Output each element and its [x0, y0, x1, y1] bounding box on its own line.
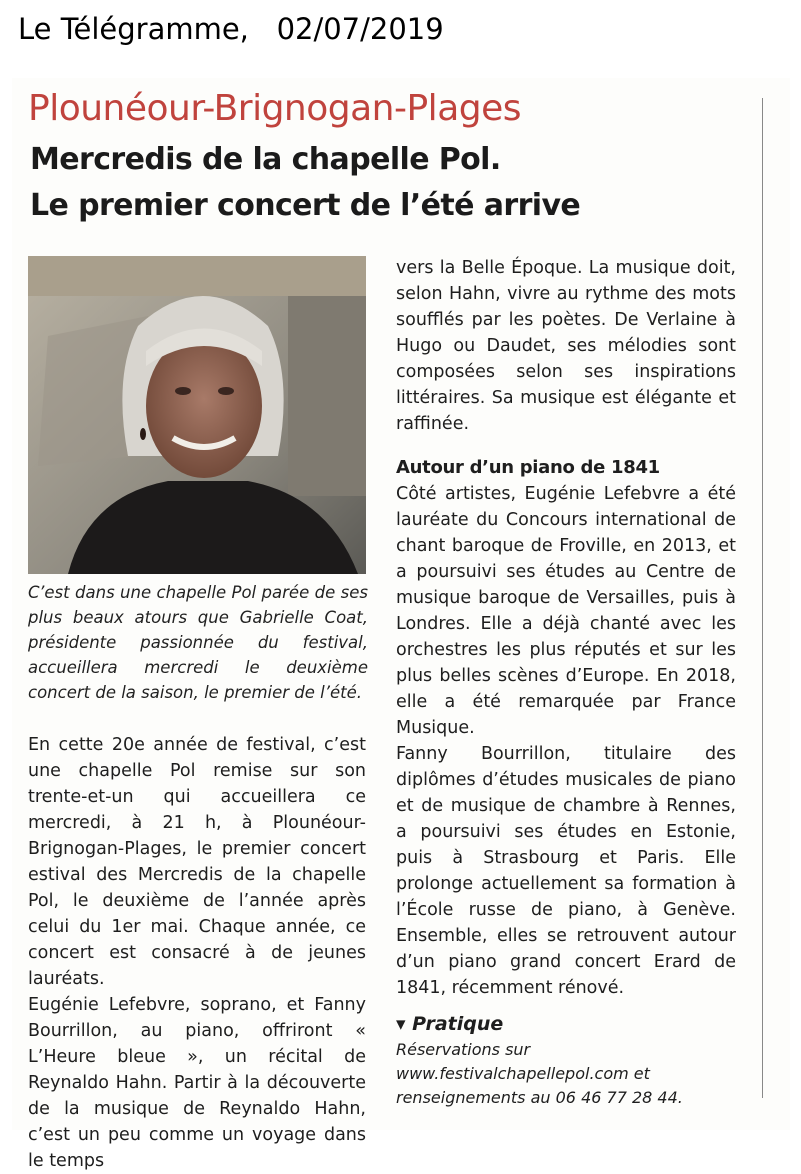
paragraph: En cette 20e année de festival, c’est une chapelle Pol remise sur son trente-et-un qui accueillera ce mercredi, à 21 h, à Plounéour-Brignogan-Plages, le premier concert estival des Mercredis de la chapelle Pol, le deuxième de l’année après celui du 1er mai. Chaque année, ce concert est consacré à de jeunes lauréats. — [28, 735, 366, 989]
body-right-column — [396, 255, 736, 1001]
paragraph: Côté artistes, Eugénie Lefebvre a été lauréate du Concours international de chant baroque de Froville, en 2013, et a poursuivi ses études au Centre de musique baroque de Versailles, puis à Londres. Elle a déjà chanté avec les orchestres les plus réputés et sur les plus belles scènes d’Europe. En 2018, elle a été remarquée par France Musique. — [396, 484, 736, 738]
headline-line-2: Le premier concert de l’été arrive — [30, 188, 581, 223]
practical-phone: renseignements au 06 46 77 28 44. — [396, 1088, 683, 1107]
practical-line: Réservations sur — [396, 1040, 531, 1059]
headline-line-1: Mercredis de la chapelle Pol. — [30, 142, 501, 177]
body-left-column — [28, 732, 366, 1174]
photo-caption: C’est dans une chapelle Pol parée de ses plus beaux atours que Gabrielle Coat, présidente passionnée du festival, accueillera mercredi le deuxième concert de la saison, le premier de l’été. — [28, 583, 368, 702]
subheading: Autour d’un piano de 1841 — [396, 457, 660, 478]
paragraph: Eugénie Lefebvre, soprano, et Fanny Bourrillon, au piano, offriront « L’Heure bleue », un récital de Reynaldo Hahn. Partir à la découverte de la musique de Reynaldo Hahn, c’est un peu comme un voyage dans le temps — [28, 995, 366, 1171]
source-line — [18, 12, 444, 46]
publication-date: 02/07/2019 — [276, 12, 444, 46]
paragraph: Fanny Bourrillon, titulaire des diplômes d’études musicales de piano et de musique de chambre à Rennes, a poursuivi ses études en Estonie, puis à Strasbourg et Paris. Elle prolonge actuellement sa formation à l’École russe de piano, à Genève. Ensemble, elles se retrouvent autour d’un piano grand concert Erard de 1841, récemment rénové. — [396, 744, 736, 998]
practical-website[interactable]: www.festivalchapellepol.com et — [396, 1064, 650, 1083]
paragraph: vers la Belle Époque. La musique doit, selon Hahn, vivre au rythme des mots soufflés par les poètes. De Verlaine à Hugo ou Daudet, ses mélodies sont composées selon ses inspirations littéraires. Sa musique est élégante et raffinée. — [396, 258, 736, 434]
column-rule — [762, 98, 763, 1098]
article-photo — [28, 256, 366, 574]
publication-name: Le Télégramme, — [18, 12, 249, 46]
practical-info — [396, 1010, 741, 1110]
section-title: Plounéour-Brignogan-Plages — [28, 88, 522, 129]
practical-heading: ▾ Pratique — [396, 1013, 504, 1035]
